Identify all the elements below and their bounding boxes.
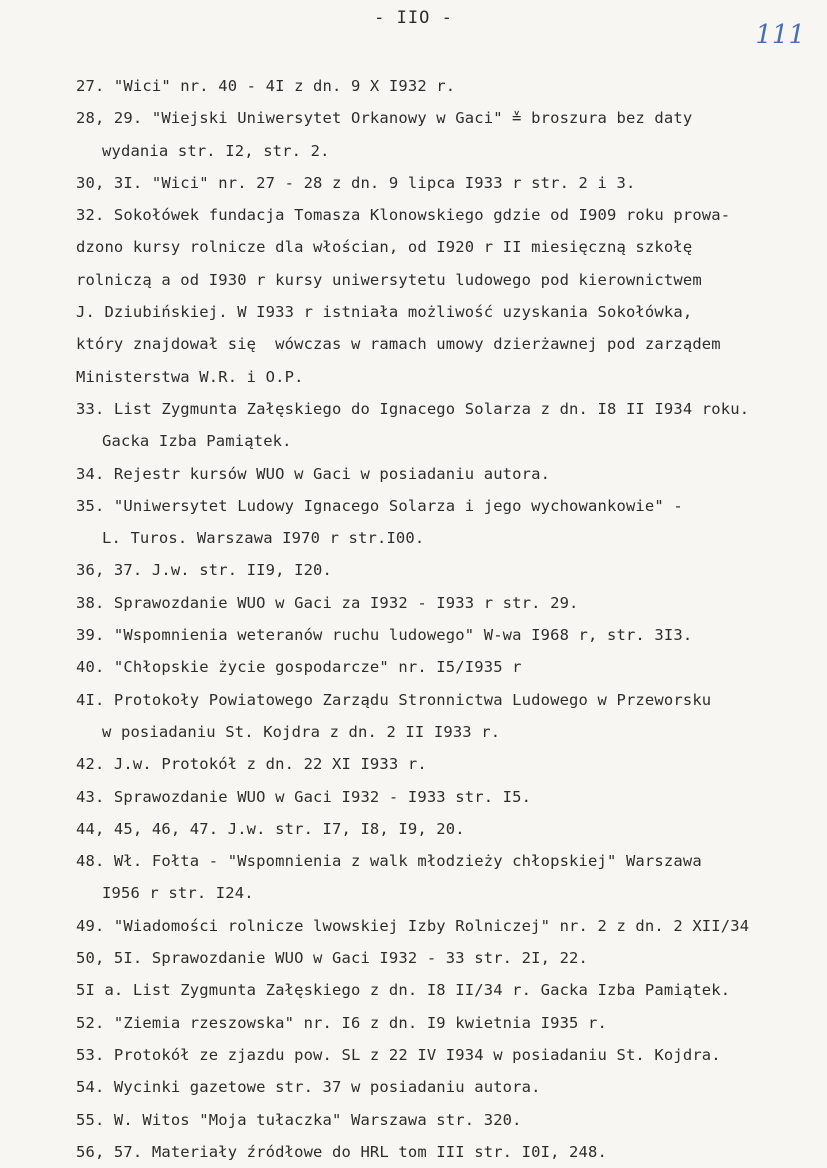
footnote-line: 36, 37. J.w. str. II9, I20. <box>76 561 333 580</box>
footnote-line: 50, 5I. Sprawozdanie WUO w Gaci I932 - 33 str. 2I, 22. <box>76 949 589 968</box>
footnote-line: 34. Rejestr kursów WUO w Gaci w posiadaniu autora. <box>76 464 551 483</box>
footnote-line: 42. J.w. Protokół z dn. 22 XI I933 r. <box>76 755 427 774</box>
footnote-line: J. Dziubińskiej. W I933 r istniała możliwość uzyskania Sokołówka, <box>76 303 693 322</box>
footnote-list <box>76 70 821 1168</box>
page-number: - IIO - <box>374 8 453 28</box>
footnote-line: 35. "Uniwersytet Ludowy Ignacego Solarza i jego wychowankowie" - <box>76 496 683 515</box>
footnote-line: 54. Wycinki gazetowe str. 37 w posiadaniu autora. <box>76 1078 541 1097</box>
footnote-line: 30, 3I. "Wici" nr. 27 - 28 z dn. 9 lipca I933 r str. 2 i 3. <box>76 173 636 192</box>
footnote-line: 53. Protokół ze zjazdu pow. SL z 22 IV I934 w posiadaniu St. Kojdra. <box>76 1045 721 1064</box>
footnote-line: L. Turos. Warszawa I970 r str.I00. <box>102 529 425 548</box>
footnote-line: I956 r str. I24. <box>102 884 254 903</box>
footnote-line: 56, 57. Materiały źródłowe do HRL tom III str. I0I, 248. <box>76 1142 607 1161</box>
footnote-line: Ministerstwa W.R. i O.P. <box>76 367 304 386</box>
footnote-line: 38. Sprawozdanie WUO w Gaci za I932 - I933 r str. 29. <box>76 593 579 612</box>
footnote-line: 39. "Wspomnienia weteranów ruchu ludowego" W-wa I968 r, str. 3I3. <box>76 626 693 645</box>
handwritten-page-number: 111 <box>755 20 805 50</box>
footnote-line: 5I a. List Zygmunta Załęskiego z dn. I8 II/34 r. Gacka Izba Pamiątek. <box>76 981 731 1000</box>
footnote-line: rolniczą a od I930 r kursy uniwersytetu ludowego pod kierownictwem <box>76 270 702 289</box>
footnote-line: 33. List Zygmunta Załęskiego do Ignacego Solarza z dn. I8 II I934 roku. <box>76 399 750 418</box>
footnote-line: w posiadaniu St. Kojdra z dn. 2 II I933 r. <box>102 722 501 741</box>
footnote-line: 32. Sokołówek fundacja Tomasza Klonowskiego gdzie od I909 roku prowa- <box>76 206 731 225</box>
footnote-line: Gacka Izba Pamiątek. <box>102 432 292 451</box>
footnote-line: 4I. Protokoły Powiatowego Zarządu Stronnictwa Ludowego w Przeworsku <box>76 690 712 709</box>
footnote-line: 55. W. Witos "Moja tułaczka" Warszawa str. 320. <box>76 1110 522 1129</box>
footnote-line: 52. "Ziemia rzeszowska" nr. I6 z dn. I9 kwietnia I935 r. <box>76 1013 607 1032</box>
footnote-line: 27. "Wici" nr. 40 - 4I z dn. 9 X I932 r. <box>76 77 456 95</box>
footnote-line: 40. "Chłopskie życie gospodarcze" nr. I5/I935 r <box>76 658 522 677</box>
footnote-line: 49. "Wiadomości rolnicze lwowskiej Izby Rolniczej" nr. 2 z dn. 2 XII/34 <box>76 916 750 935</box>
footnote-line: 48. Wł. Fołta - "Wspomnienia z walk młodzieży chłopskiej" Warszawa <box>76 852 702 871</box>
footnote-line: 43. Sprawozdanie WUO w Gaci I932 - I933 str. I5. <box>76 787 532 806</box>
footnote-line: 44, 45, 46, 47. J.w. str. I7, I8, I9, 20. <box>76 819 465 838</box>
footnote-line: wydania str. I2, str. 2. <box>102 141 330 160</box>
footnote-line: 28, 29. "Wiejski Uniwersytet Orkanowy w Gaci" ≚ broszura bez daty <box>76 109 693 128</box>
footnote-line: dzono kursy rolnicze dla włościan, od I920 r II miesięczną szkołę <box>76 238 693 257</box>
footnote-line: który znajdował się wówczas w ramach umowy dzierżawnej pod zarządem <box>76 335 721 354</box>
